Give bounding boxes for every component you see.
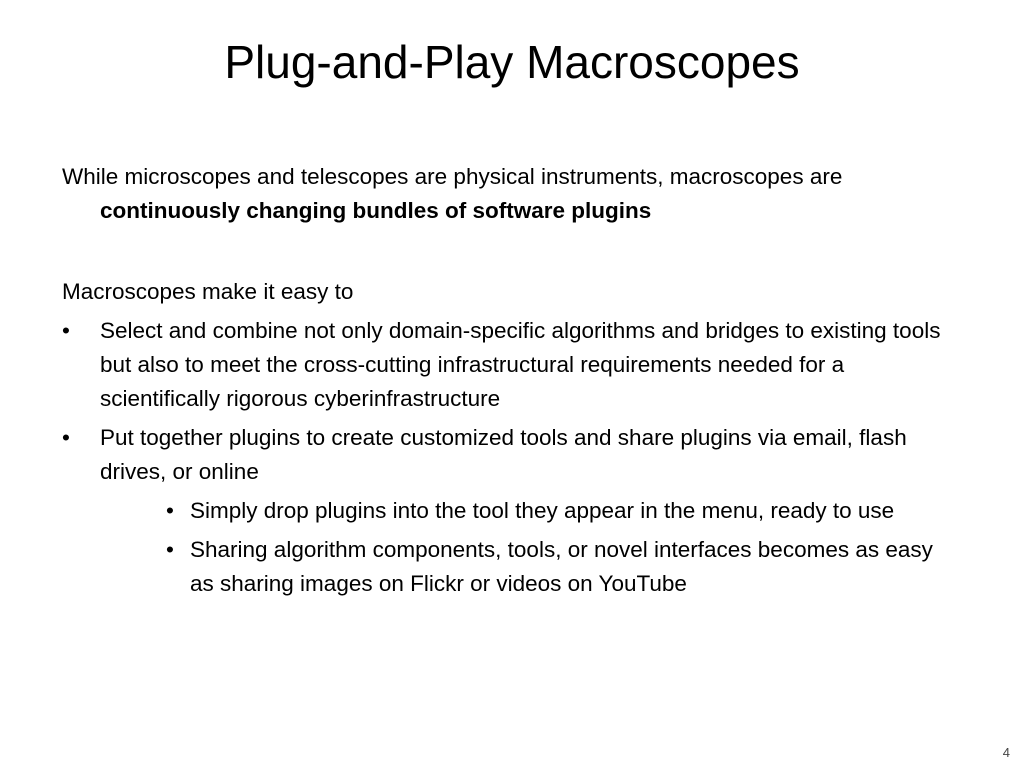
bullet-icon: • — [166, 498, 174, 523]
slide-body — [62, 160, 962, 606]
sub-bullet-text: Simply drop plugins into the tool they appear in the menu, ready to use — [190, 498, 895, 523]
sub-bullet-text: Sharing algorithm components, tools, or novel interfaces becomes as easy as sharing images on Flickr or videos on YouTube — [190, 537, 933, 596]
intro-paragraph — [62, 160, 962, 228]
bullet-text: Put together plugins to create customized tools and share plugins via email, flash drives, or online — [100, 425, 907, 484]
sub-bullet-item — [62, 533, 962, 601]
bullet-icon: • — [62, 425, 70, 450]
bullet-text: Select and combine not only domain-specific algorithms and bridges to existing tools but also to meet the cross-cutting infrastructural requirements needed for a scientifically rigorous cyberinfrastructure — [100, 318, 941, 411]
bullet-item — [62, 421, 962, 489]
lead-text: Macroscopes make it easy to — [62, 279, 354, 304]
bullet-item — [62, 314, 962, 416]
sub-bullet-item — [62, 494, 962, 528]
slide-title: Plug-and-Play Macroscopes — [224, 36, 800, 88]
page-number: 4 — [1002, 745, 1010, 760]
intro-bold-text: continuously changing bundles of software plugins — [100, 198, 652, 223]
intro-text: While microscopes and telescopes are physical instruments, macroscopes are — [62, 164, 843, 189]
spacer — [62, 228, 962, 275]
bullet-icon: • — [166, 537, 174, 562]
bullet-icon: • — [62, 318, 70, 343]
